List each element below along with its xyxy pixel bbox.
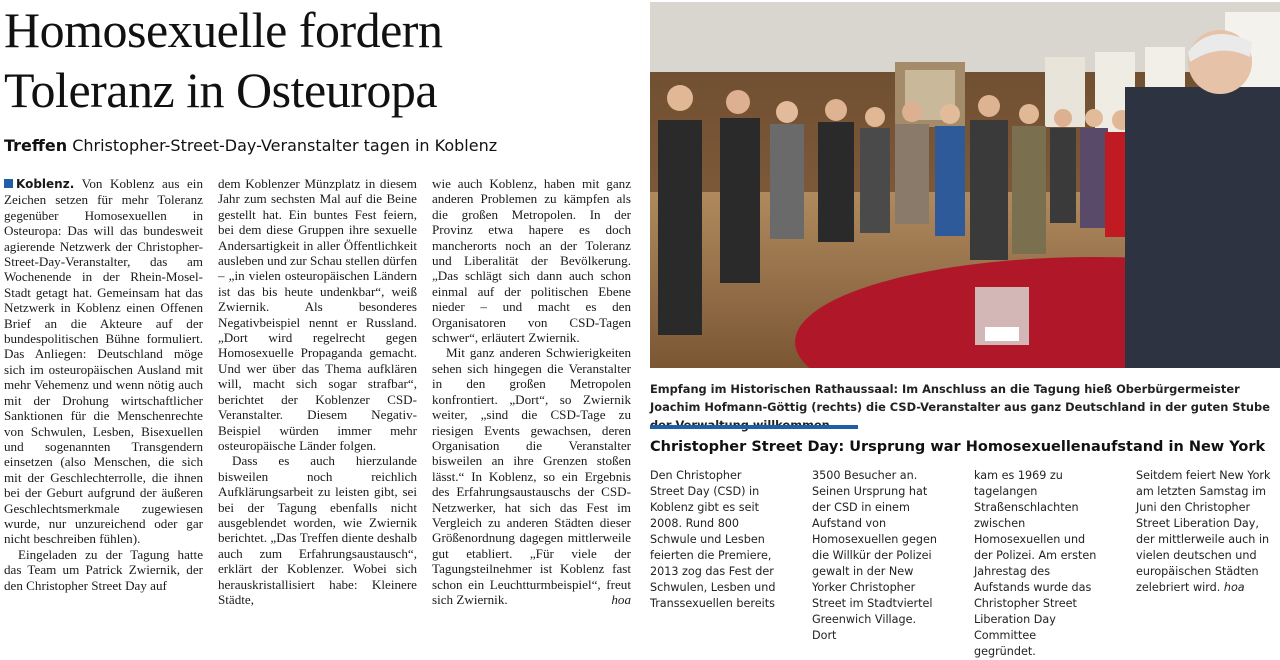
article-column-3 xyxy=(432,176,631,607)
article-column-1 xyxy=(4,176,203,593)
info-box-column-1 xyxy=(650,468,776,612)
dateline: Koblenz. xyxy=(16,177,75,191)
article-paragraph: Mit ganz anderen Schwierigkeiten sehen sich hingegen die Veranstalter in den großen Metropolen konfrontiert. „Dort“, so Zwiernik weiter, „sind die CSD-Tage zu riesigen Events gewachsen, deren Organisation die Veranstalter bisweilen an ihre Grenzen stoßen lässt.“ In Koblenz, so ein Ergebnis des Erfahrungsaustauschs der CSD-Netzwerker, hat sich das Fest im Vergleich zu anderen Städten dieser Größenordnung dagegen mittlerweile gut etabliert. „Für viele der Tagungsteilnehmer ist Koblenz fast schon ein Leuchtturmbeispiel“, freut sich Zwiernik. xyxy=(432,345,631,607)
subheadline xyxy=(4,136,644,156)
info-box-column-2 xyxy=(812,468,938,644)
article-column-2 xyxy=(218,176,417,607)
photo-caption: Empfang im Historischen Rathaussaal: Im Anschluss an die Tagung hieß Oberbürgermeister Joachim Hofmann-Göttig (rechts) die CSD-Veranstalter aus ganz Deutschland in der guten Stube xyxy=(650,382,1270,414)
info-box-signature: hoa xyxy=(1223,581,1245,594)
article-paragraph: Von Koblenz aus ein Zeichen setzen für mehr Toleranz gegenüber Homosexuellen in Osteuropa: Das will das bundesweit agierende Netzwerk der Christopher-Street-Day-Veranstalter, das am Wochenende in der Rhein-Mosel-Stadt getagt hat. Gemeinsam hat das Netzwerk in Koblenz einen Offenen Brief an die Akteure auf der bundespolitischen Bühne formuliert. Das Anliegen: Deutschland möge sich im osteuropäischen Ausland mit mehr Vehemenz und wenn nötig auch mit der Drohung wirtschaftlicher Sanktionen für die Menschenrechte von Schwulen, Lesben, Bisexuellen und sogenannten Transgendern einsetzen (also Menschen, die sich mit der Geschlechterrolle, die ihnen bei der Geburt aufgrund der äußeren Geschlechtsmerkmale zugewiesen wurde, nur unzureichend oder gar nicht beschreiben fühlen). xyxy=(4,176,203,547)
subhead-text: Christopher-Street-Day-Veranstalter tagen in Koblenz xyxy=(72,136,498,155)
info-box-rule xyxy=(650,425,858,429)
reception-photo xyxy=(650,2,1280,368)
info-box-paragraph: kam es 1969 zu tagelangen Straßenschlachten zwischen Homosexuellen und der Polizei. Am ersten Jahrestag des Aufstands wurde das Christopher Street Liberation Day Committee gegründet. xyxy=(974,469,1097,658)
article-paragraph: Eingeladen zu der Tagung hatte das Team um Patrick Zwiernik, der den Christopher Street Day auf xyxy=(4,546,203,593)
headline-line-1: Homosexuelle fordern xyxy=(4,2,443,58)
author-signature: hoa xyxy=(611,591,631,607)
headline xyxy=(4,0,644,120)
article-paragraph: Dass es auch hierzulande bisweilen noch reichlich Aufklärungsarbeit zu leisten gibt, sei bei der Tagung ebenfalls nicht ausgeblendet worden, wie Zwiernik berichtet. „Das Treffen diente deshalb auch zum Erfahrungsaustausch“, erklärt der Koblenzer. Wobei sich herauskristallisiert habe: Kleinere Städte, xyxy=(218,453,417,607)
square-marker-icon xyxy=(4,179,13,188)
info-box-paragraph: Den Christopher Street Day (CSD) in Koblenz gibt es seit 2008. Rund 800 Schwule und Lesben feierten die Premiere, 2013 zog das Fest der Schwulen, Lesben und Transsexuellen bereits xyxy=(650,469,776,610)
info-box-paragraph: Seitdem feiert New York am letzten Samstag im Juni den Christopher Street Liberation Day, der mittlerweile auch in vielen deutschen und europäischen Städten zelebriert wird. xyxy=(1136,469,1271,594)
info-box-title: Christopher Street Day: Ursprung war Homosexuellenaufstand in New York xyxy=(650,439,1266,455)
article-paragraph: wie auch Koblenz, haben mit ganz anderen Problemen zu kämpfen als die großen Metropolen. In der Provinz etwa hapere es doch mancherorts noch an der Toleranz und Liberalität der Bevölkerung. „Das schlägt sich dann auch schon einmal auf der politischen Ebene nieder – und macht es den Organisatoren von CSD-Tagen schwer“, erläutert Zwiernik. xyxy=(432,176,631,346)
article-paragraph: dem Koblenzer Münzplatz in diesem Jahr zum sechsten Mal auf die Beine gestellt hat. Ein buntes Fest feiern, bei dem diese Gruppen ihre sexuelle Andersartigkeit in aller Öffentlichkeit ausleben und zur Schau stellen dürfen – „in vielen osteuropäischen Ländern ist das bis heute undenkbar“, weiß Zwiernik. Als besonderes Negativbeispiel nennt er Russland. „Dort wird regelrecht gegen Homosexuelle Propaganda gemacht. Und wer über das Thema aufklären will, macht sich sogar strafbar“, berichtet der Koblenzer CSD-Veranstalter. Diesem Negativ-Beispiel würden immer mehr osteuropäische Länder folgen. xyxy=(218,176,417,453)
info-box-paragraph: 3500 Besucher an. Seinen Ursprung hat der CSD in einem Aufstand von Homosexuellen gegen die Willkür der Polizei gewalt in der New Yorker Christopher Street im Stadtviertel Greenwich Village. Dort xyxy=(812,469,937,642)
info-box-column-4 xyxy=(1136,468,1276,596)
subhead-kicker: Treffen xyxy=(4,136,68,155)
reception-photo-illustration xyxy=(650,2,1280,368)
headline-line-2: Toleranz in Osteuropa xyxy=(4,62,438,118)
info-box-column-3 xyxy=(974,468,1100,660)
